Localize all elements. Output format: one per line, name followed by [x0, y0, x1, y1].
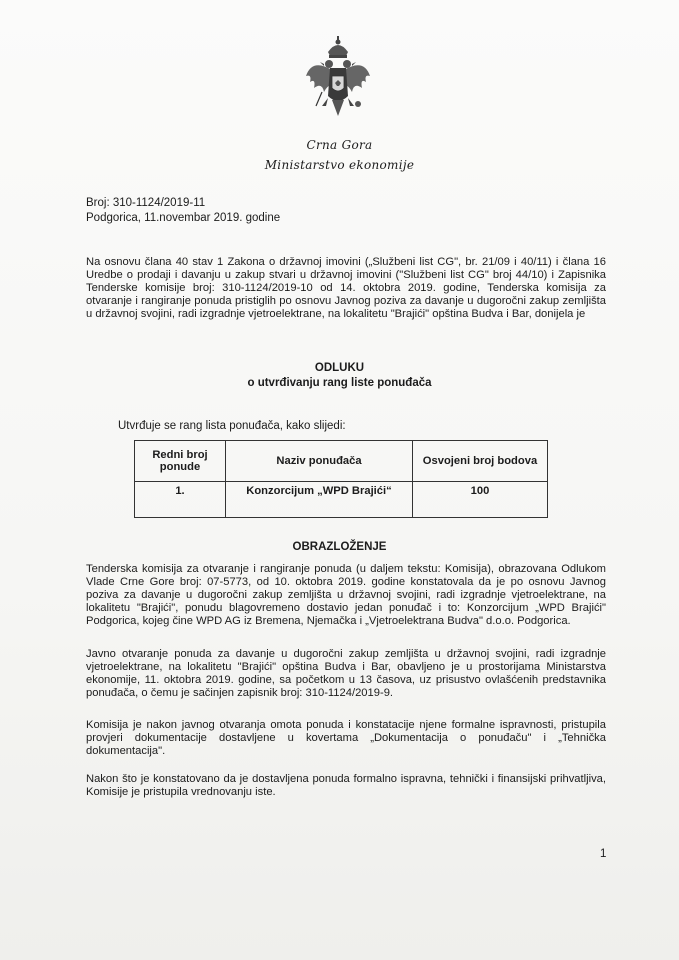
- table-header-row: [135, 441, 548, 482]
- ranking-table: [134, 440, 548, 518]
- intro-paragraph: Na osnovu člana 40 stav 1 Zakona o državnoj imovini („Službeni list CG", br. 21/09 i 40/11) i člana 16 Uredbe o prodaji i davanju u zakup stvari u državnoj imovini ("Službeni list CG" broj 44/10) i Zapisnika Tenderske komisije broj: 310-1124/2019-10 od 14. oktobra 2019. godine, Tenderska komisija za otvaranje i rangiranje ponuda pristiglih po osnovu Javnog poziva za davanje u dugoročni zakup zemljišta u državnoj svojini, radi izgradnje vjetroelektrane, na lokalitetu "Brajići" opština Budva i Bar, donijela je: [86, 256, 606, 320]
- ministry-heading: Ministarstvo ekonomije: [264, 158, 415, 172]
- montenegro-coat-of-arms-icon: [302, 36, 374, 128]
- table-row: [135, 482, 548, 518]
- rationale-paragraph-3: Komisija je nakon javnog otvaranja omota ponuda i konstatacije njene formalne ispravnosti, pristupila provjeri dokumentacije dostavljene u kovertama „Dokumentacija o ponuđaču" i „Tehnička dokumentacija".: [86, 719, 606, 757]
- rationale-title: OBRAZLOŽENJE: [292, 541, 387, 553]
- column-header-rank: Redni broj ponude: [135, 441, 226, 482]
- page-number: 1: [600, 848, 607, 860]
- rationale-paragraph-4: Nakon što je konstatovano da je dostavljena ponuda formalno ispravna, tehnički i finansijski prihvatljiva, Komisije je pristupila vrednovanju iste.: [86, 773, 606, 798]
- column-header-points: Osvojeni broj bodova: [413, 441, 548, 482]
- cell-points: 100: [413, 482, 548, 518]
- rationale-paragraph-2: Javno otvaranje ponuda za davanje u dugoročni zakup zemljišta u državnoj svojini, radi izgradnje vjetroelektrane, na lokalitetu "Brajići" opština Budva i Bar, obavljeno je u prostorijama Ministarstva ekonomije, 11. oktobra 2019. godine, sa početkom u 13 časova, uz prisustvo ovlašćenih predstavnika ponuđača, o čemu je sačinjen zapisnik broj: 310-1124/2019-9.: [86, 648, 606, 699]
- country-heading: Crna Gora: [306, 138, 373, 152]
- cell-bidder: Konzorcijum „WPD Brajići“: [226, 482, 413, 518]
- rationale-paragraph-1: Tenderska komisija za otvaranje i rangiranje ponuda (u daljem tekstu: Komisija), obrazovana Odlukom Vlade Crne Gore broj: 07-5773, od 10. oktobra 2019. godine konstatovala da je po osnovu Javnog poziva za davanje u dugoročni zakup zemljišta u državnoj svojini, radi izgradnje vjetroelektrane, na lokalitetu "Brajići", ponudu blagovremeno dostavio jedan ponuđač i to: Konzorcijum „WPD Brajići" Podgorica, kojeg čine WPD AG iz Bremena, Njemačka i „Vjetroelektrana Budva" d.o.o. Podgorica.: [86, 563, 606, 627]
- place-and-date: Podgorica, 11.novembar 2019. godine: [86, 212, 281, 224]
- decision-lead: Utvrđuje se rang lista ponuđača, kako slijedi:: [118, 420, 346, 432]
- cell-rank: 1.: [135, 482, 226, 518]
- column-header-bidder: Naziv ponuđača: [226, 441, 413, 482]
- document-number: Broj: 310-1124/2019-11: [86, 197, 206, 209]
- decision-title: ODLUKU: [314, 362, 365, 374]
- decision-subtitle: o utvrđivanju rang liste ponuđača: [247, 377, 432, 389]
